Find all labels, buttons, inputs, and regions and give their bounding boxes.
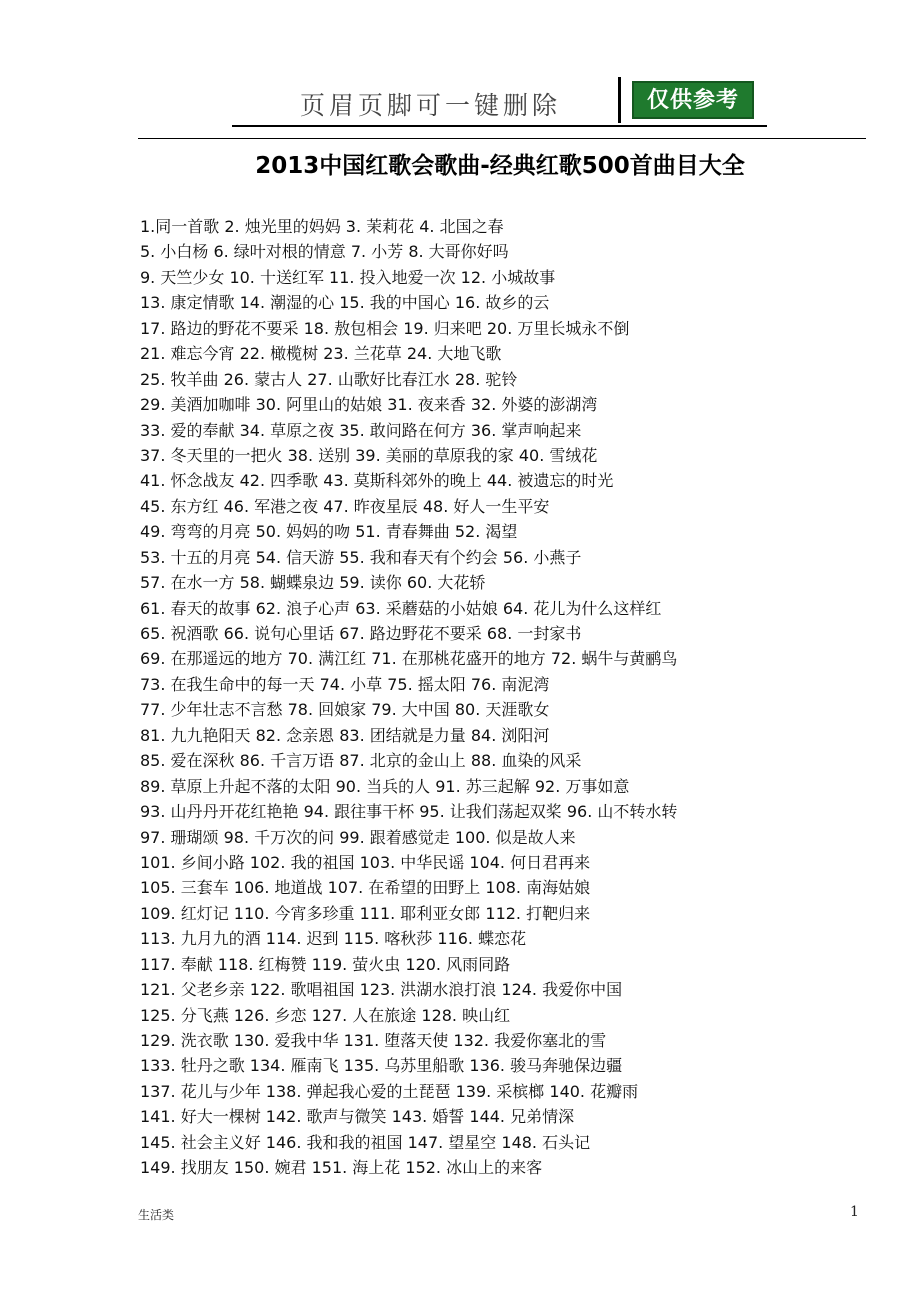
footer-category: 生活类 [138, 1208, 175, 1222]
song-list [140, 214, 900, 1181]
song-list-line: 33. 爱的奉献 34. 草原之夜 35. 敢问路在何方 36. 掌声响起来 [140, 420, 582, 440]
song-list-line: 105. 三套车 106. 地道战 107. 在希望的田野上 108. 南海姑娘 [140, 878, 591, 898]
song-list-line: 1.同一首歌 2. 烛光里的妈妈 3. 茉莉花 4. 北国之春 [140, 217, 504, 236]
song-list-line: 109. 红灯记 110. 今宵多珍重 111. 耶利亚女郎 112. 打靶归来 [140, 903, 591, 923]
header-rule-upper [232, 125, 767, 127]
song-list-line: 21. 难忘今宵 22. 橄榄树 23. 兰花草 24. 大地飞歌 [140, 344, 502, 364]
song-list-line: 25. 牧羊曲 26. 蒙古人 27. 山歌好比春江水 28. 驼铃 [140, 369, 518, 389]
song-list-line: 53. 十五的月亮 54. 信天游 55. 我和春天有个约会 56. 小燕子 [140, 547, 582, 567]
header-divider [618, 77, 621, 123]
song-list-line: 37. 冬天里的一把火 38. 送别 39. 美丽的草原我的家 40. 雪绒花 [140, 445, 598, 465]
song-list-line: 137. 花儿与少年 138. 弹起我心爱的土琵琶 139. 采槟榔 140. 花瓣雨 [140, 1081, 639, 1101]
reference-only-stamp: 仅供参考 [632, 81, 754, 119]
document-title: 2013中国红歌会歌曲-经典红歌500首曲目大全 [255, 153, 745, 179]
footer-page-number: 1 [850, 1204, 859, 1220]
song-list-line: 97. 珊瑚颂 98. 千万次的问 99. 跟着感觉走 100. 似是故人来 [140, 827, 576, 847]
song-list-line: 89. 草原上升起不落的太阳 90. 当兵的人 91. 苏三起解 92. 万事如意 [140, 776, 630, 796]
header-title: 页眉页脚可一键删除 [300, 91, 562, 120]
song-list-line: 61. 春天的故事 62. 浪子心声 63. 采蘑菇的小姑娘 64. 花儿为什么这样红 [140, 598, 662, 618]
song-list-line: 5. 小白杨 6. 绿叶对根的情意 7. 小芳 8. 大哥你好吗 [140, 242, 509, 262]
song-list-line: 85. 爱在深秋 86. 千言万语 87. 北京的金山上 88. 血染的风采 [140, 751, 582, 771]
song-list-line: 29. 美酒加咖啡 30. 阿里山的姑娘 31. 夜来香 32. 外婆的澎湖湾 [140, 395, 598, 415]
song-list-line: 141. 好大一棵树 142. 歌声与微笑 143. 婚誓 144. 兄弟情深 [140, 1107, 575, 1127]
song-list-line: 13. 康定情歌 14. 潮湿的心 15. 我的中国心 16. 故乡的云 [140, 293, 550, 313]
song-list-line: 113. 九月九的酒 114. 迟到 115. 喀秋莎 116. 蝶恋花 [140, 929, 527, 949]
song-list-line: 81. 九九艳阳天 82. 念亲恩 83. 团结就是力量 84. 浏阳河 [140, 725, 550, 745]
song-list-line: 41. 怀念战友 42. 四季歌 43. 莫斯科郊外的晚上 44. 被遗忘的时光 [140, 471, 614, 491]
song-list-line: 149. 找朋友 150. 婉君 151. 海上花 152. 冰山上的来客 [140, 1158, 543, 1178]
song-list-line: 65. 祝酒歌 66. 说句心里话 67. 路边野花不要采 68. 一封家书 [140, 624, 582, 643]
song-list-line: 73. 在我生命中的每一天 74. 小草 75. 摇太阳 76. 南泥湾 [140, 674, 550, 694]
page-header [0, 0, 920, 140]
song-list-line: 77. 少年壮志不言愁 78. 回娘家 79. 大中国 80. 天涯歌女 [140, 700, 550, 720]
song-list-line: 145. 社会主义好 146. 我和我的祖国 147. 望星空 148. 石头记 [140, 1132, 591, 1152]
song-list-line: 9. 天竺少女 10. 十送红军 11. 投入地爱一次 12. 小城故事 [140, 267, 556, 287]
song-list-line: 93. 山丹丹开花红艳艳 94. 跟往事干杯 95. 让我们荡起双桨 96. 山不转水转 [140, 802, 678, 822]
song-list-line: 121. 父老乡亲 122. 歌唱祖国 123. 洪湖水浪打浪 124. 我爱你中国 [140, 980, 623, 1000]
song-list-line: 129. 洗衣歌 130. 爱我中华 131. 堕落天使 132. 我爱你塞北的雪 [140, 1031, 607, 1050]
song-list-line: 57. 在水一方 58. 蝴蝶泉边 59. 读你 60. 大花轿 [140, 573, 486, 593]
song-list-line: 117. 奉献 118. 红梅赞 119. 萤火虫 120. 风雨同路 [140, 954, 511, 974]
song-list-line: 133. 牡丹之歌 134. 雁南飞 135. 乌苏里船歌 136. 骏马奔驰保边疆 [140, 1056, 623, 1076]
header-rule-lower [138, 138, 866, 139]
song-list-line: 125. 分飞燕 126. 乡恋 127. 人在旅途 128. 映山红 [140, 1005, 511, 1025]
song-list-line: 45. 东方红 46. 军港之夜 47. 昨夜星辰 48. 好人一生平安 [140, 496, 550, 516]
song-list-line: 101. 乡间小路 102. 我的祖国 103. 中华民谣 104. 何日君再来 [140, 852, 591, 872]
song-list-line: 69. 在那遥远的地方 70. 满江红 71. 在那桃花盛开的地方 72. 蜗牛与黄鹂鸟 [140, 649, 678, 669]
song-list-line: 17. 路边的野花不要采 18. 敖包相会 19. 归来吧 20. 万里长城永不倒 [140, 318, 630, 338]
song-list-line: 49. 弯弯的月亮 50. 妈妈的吻 51. 青春舞曲 52. 渴望 [140, 522, 518, 542]
